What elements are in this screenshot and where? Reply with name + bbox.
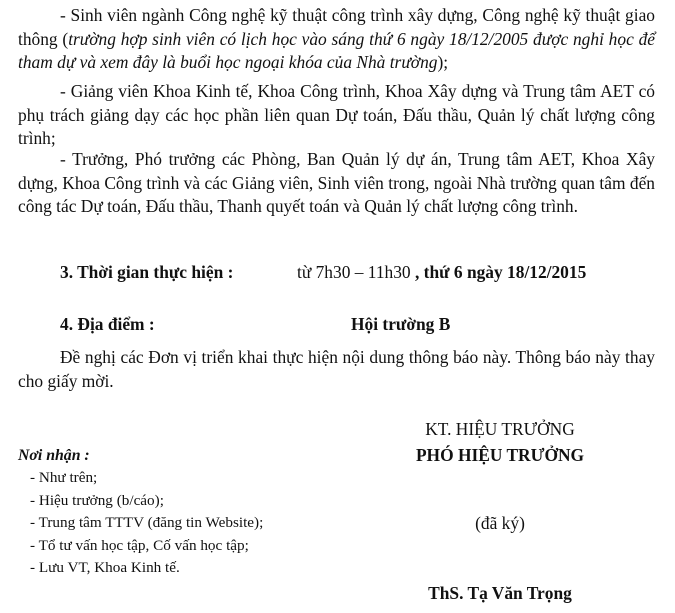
paragraph-lecturers-text: - Giảng viên Khoa Kinh tế, Khoa Công trình, Khoa Xây dựng và Trung tâm AET có phụ trách giảng dạy các học phần liên quan Dự toán, Đấu thầu, Quản lý chất lượng công trình; (18, 81, 655, 148)
paragraph-departments (18, 148, 655, 219)
paragraph-request-text: Đề nghị các Đơn vị triển khai thực hiện nội dung thông báo này. Thông báo này thay cho giấy mời. (18, 347, 655, 391)
recipients-heading: Nơi nhận : (18, 447, 90, 464)
paragraph-lecturers (18, 80, 655, 151)
recipient-item: - Trung tâm TTTV (đăng tin Website); (30, 514, 264, 532)
recipients-block (18, 445, 348, 580)
recipient-item: - Lưu VT, Khoa Kinh tế. (30, 559, 180, 577)
signer-name: ThS. Tạ Văn Trọng (428, 583, 572, 603)
time-hours: từ 7h30 – 11h30 (297, 262, 411, 282)
signature-title: PHÓ HIỆU TRƯỞNG (415, 445, 585, 465)
recipients-list (18, 467, 348, 580)
recipient-item: - Tổ tư vấn học tập, Cố vấn học tập; (30, 536, 249, 554)
time-label: 3. Thời gian thực hiện : (60, 262, 234, 282)
paragraph-students (18, 4, 655, 75)
recipient-item: - Hiệu trưởng (b/cáo); (30, 491, 164, 509)
paragraph-students-note: trường hợp sinh viên có lịch học vào sáng thứ 6 ngày 18/12/2005 được nghỉ học để tham dự và xem đây là buổi học ngoại khóa của Nhà trường (18, 28, 655, 72)
time-date: , thứ 6 ngày 18/12/2015 (410, 262, 587, 282)
signature-on-behalf: KT. HIỆU TRƯỞNG (425, 419, 575, 439)
place-value: Hội trường B (351, 314, 451, 334)
paragraph-request (18, 346, 655, 393)
signature-signed-note: (đã ký) (475, 513, 525, 533)
paragraph-students-text: - Sinh viên ngành Công nghệ kỹ thuật công trình xây dựng, Công nghệ kỹ thuật giao thông ( (18, 5, 655, 49)
recipient-item: - Như trên; (30, 469, 98, 486)
place-label: 4. Địa điểm : (60, 314, 155, 334)
time-value (297, 262, 586, 283)
paragraph-students-end: ); (437, 52, 449, 72)
paragraph-departments-text: - Trưởng, Phó trưởng các Phòng, Ban Quản lý dự án, Trung tâm AET, Khoa Xây dựng, Khoa Công trình và các Giảng viên, Sinh viên trong, ngoài Nhà trường quan tâm đến công tác Dự toán, Đấu thầu, Thanh quyết toán và Quản lý chất lượng công trình. (18, 149, 655, 216)
